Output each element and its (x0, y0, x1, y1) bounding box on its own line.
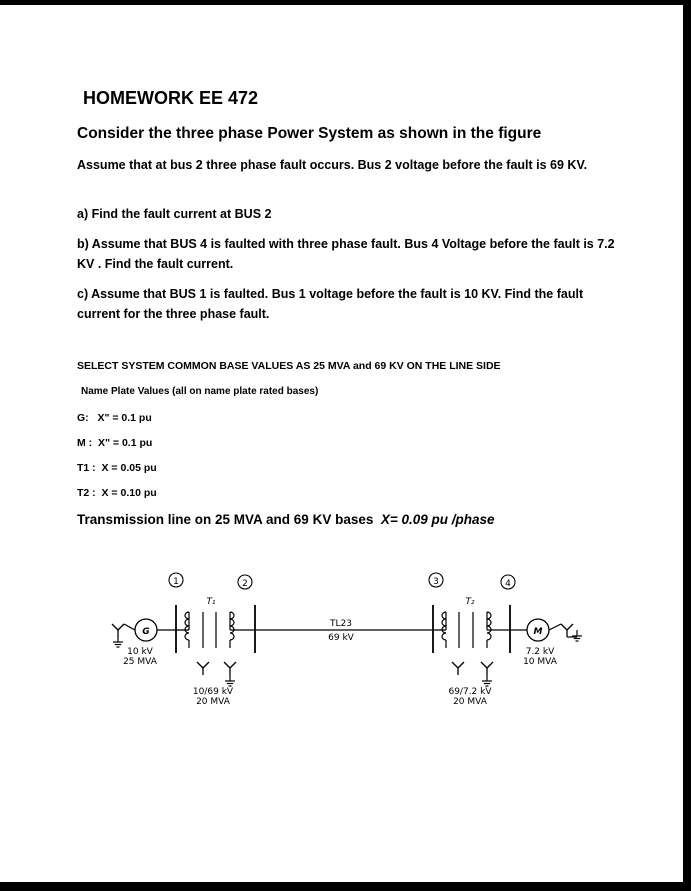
rating-t1-label: T1 : (77, 462, 96, 474)
generator-symbol: G (142, 627, 150, 637)
line-value: X= 0.09 pu /phase (380, 512, 495, 527)
rating-t1-value: X = 0.05 pu (101, 462, 157, 474)
nameplate-header: Name Plate Values (all on name plate rated bases) (81, 386, 319, 397)
line-voltage: 69 kV (328, 633, 354, 643)
rating-g-value: X" = 0.1 pu (97, 412, 152, 424)
t2-voltage: 69/7.2 kV (448, 687, 492, 697)
intro-text: Consider the three phase Power System as shown in the figure (77, 125, 542, 142)
motor-voltage: 7.2 kV (525, 647, 555, 657)
bus-4-label: 4 (505, 579, 511, 589)
gen-rating: 25 MVA (123, 657, 157, 667)
rating-t2-value: X = 0.10 pu (101, 487, 157, 499)
t1-voltage: 10/69 kV (192, 687, 234, 697)
part-a-intro: Assume that at bus 2 three phase fault occurs. Bus 2 voltage before the fault is 69 KV. (77, 158, 588, 172)
part-c-question: c) Assume that BUS 1 is faulted. Bus 1 voltage before the fault is 10 KV. Find the fault current for the three phase fault. (77, 287, 584, 321)
rating-m-value: X" = 0.1 pu (98, 437, 153, 449)
rating-g-label: G: (77, 412, 89, 424)
rating-m-label: M : (77, 437, 93, 449)
part-b-question: b) Assume that BUS 4 is faulted with three phase fault. Bus 4 Voltage before the fault is 7.2 KV . Find the fault current. (77, 237, 615, 271)
t2-label: T₂ (465, 597, 475, 607)
t1-rating: 20 MVA (196, 697, 230, 707)
line-name: TL23 (330, 619, 352, 629)
base-values-header: SELECT SYSTEM COMMON BASE VALUES AS 25 MVA and 69 KV ON THE LINE SIDE (77, 360, 501, 372)
motor-ground (549, 624, 582, 641)
line-text: Transmission line on 25 MVA and 69 KV bases (77, 512, 374, 527)
motor-symbol: M (533, 627, 543, 637)
generator-ground (112, 624, 135, 647)
t1-grounds (197, 662, 236, 686)
homework-title: HOMEWORK EE 472 (83, 88, 259, 108)
bus-1-label: 1 (173, 577, 179, 587)
rating-t2-label: T2 : (77, 487, 96, 499)
part-a-question: a) Find the fault current at BUS 2 (77, 207, 272, 221)
t2-rating: 20 MVA (453, 697, 487, 707)
gen-voltage: 10 kV (127, 647, 153, 657)
bus-3-label: 3 (433, 577, 439, 587)
t1-label: T₁ (206, 597, 216, 607)
t2-grounds (452, 662, 493, 686)
bus-2-label: 2 (242, 579, 248, 589)
motor-rating: 10 MVA (523, 657, 557, 667)
